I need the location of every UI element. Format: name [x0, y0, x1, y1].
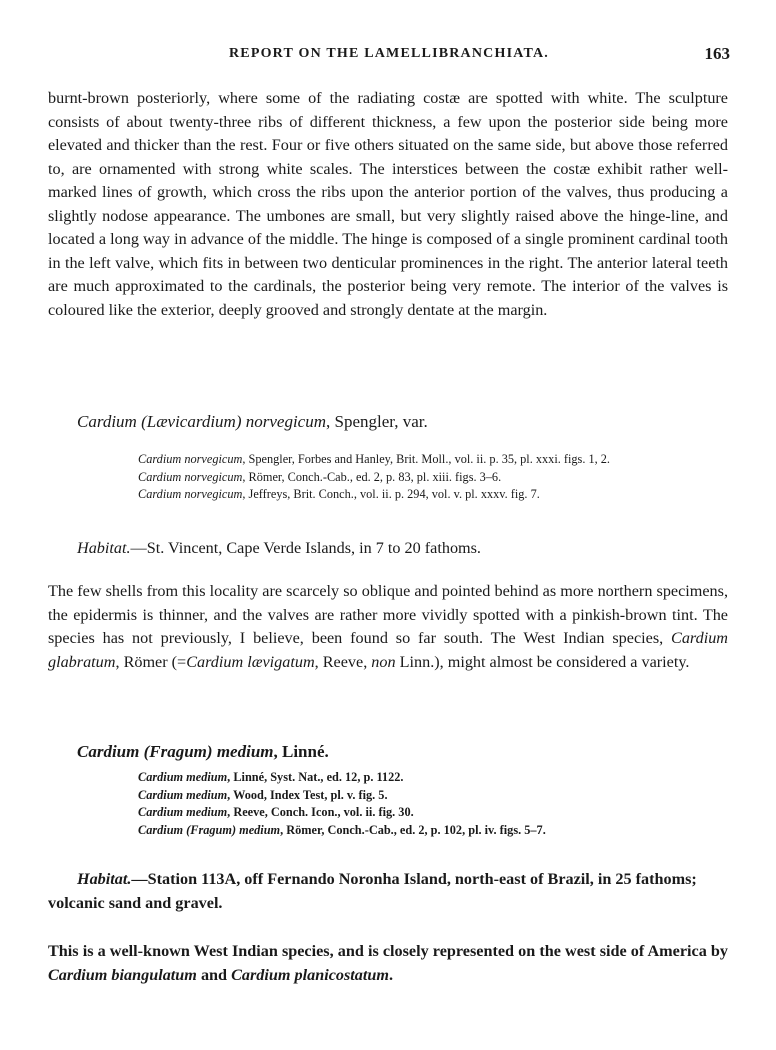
species-author: , Linné.	[273, 742, 329, 761]
paragraph-description: burnt-brown posteriorly, where some of the radiating costæ are spotted with white. The sculpture consists of about twenty-three ribs of different thickness, a few upon the posterior side being more elevated and thicker than the rest. Four or five others situated on the same side, but above those referred to, are ornamented with strong white scales. The interstices between the costæ exhibit rather well-marked lines of growth, which cross the ribs upon the anterior portion of the valves, thus producing a slightly nodose appearance. The umbones are small, but very slightly raised above the hinge-line, and located a long way in advance of the middle. The hinge is composed of a single prominent cardinal tooth in the left valve, which fits in between two denticular prominences in the right. The anterior lateral teeth are much approximated to the cardinals, the posterior being very remote. The interior of the valves is coloured like the exterior, deeply grooved and strongly dentate at the margin.	[48, 89, 728, 319]
species-heading-norvegicum	[77, 412, 428, 432]
habitat-label: Habitat.	[77, 539, 131, 557]
synonymy-list-norvegicum	[138, 451, 730, 504]
paragraph-remarks-norvegicum: The few shells from this locality are scarcely so oblique and pointed behind as more northern specimens, the epidermis is thinner, and the valves are rather more vividly spotted with a pinkish-brown tint. The species has not previously, I believe, been found so far south. The West Indian species, Cardium glabratum, Römer (=Cardium lævigatum, Reeve, non Linn.), might almost be considered a variety.	[48, 582, 728, 671]
synonymy-ref: Cardium norvegicum, Jeffreys, Brit. Conch., vol. ii. p. 294, vol. v. pl. xxxv. fig. 7.	[138, 487, 540, 501]
habitat-medium	[48, 868, 730, 915]
habitat-text: —St. Vincent, Cape Verde Islands, in 7 to 20 fathoms.	[130, 539, 481, 557]
synonymy-list-medium	[138, 769, 730, 839]
running-title: REPORT ON THE LAMELLIBRANCHIATA.	[228, 46, 550, 61]
habitat-label: Habitat.	[77, 870, 132, 888]
species-name: norvegicum	[245, 412, 327, 431]
species-author: , Spengler, var.	[326, 412, 428, 431]
genus: Cardium	[77, 742, 140, 761]
habitat-norvegicum	[77, 537, 729, 561]
synonymy-ref: Cardium medium, Wood, Index Test, pl. v. fig. 5.	[138, 787, 388, 802]
synonymy-ref: Cardium medium, Linné, Syst. Nat., ed. 12, p. 1122.	[138, 770, 404, 784]
subgenus: (Lævicardium)	[141, 412, 242, 431]
subgenus: (Fragum)	[143, 742, 213, 761]
species-name: medium	[216, 742, 274, 761]
genus: Cardium	[77, 412, 137, 431]
page-number: 163	[704, 44, 730, 63]
synonymy-ref: Cardium norvegicum, Spengler, Forbes and Hanley, Brit. Moll., vol. ii. p. 35, pl. xxxi. figs. 1, 2.	[138, 452, 610, 466]
habitat-text: —Station 113A, off Fernando Noronha Island, north-east of Brazil, in 25 fathoms; volcanic sand and gravel.	[48, 870, 697, 912]
synonymy-ref: Cardium medium, Reeve, Conch. Icon., vol. ii. fig. 30.	[138, 805, 414, 819]
synonymy-ref: Cardium (Fragum) medium, Römer, Conch.-Cab., ed. 2, p. 102, pl. iv. figs. 5–7.	[138, 822, 546, 837]
paragraph-remarks-medium: This is a well-known West Indian species, and is closely represented on the west side of America by Cardium biangulatum and Cardium planicostatum.	[48, 942, 728, 984]
species-heading-medium	[77, 742, 329, 762]
running-head	[48, 44, 730, 66]
synonymy-ref: Cardium norvegicum, Römer, Conch.-Cab., ed. 2, p. 83, pl. xiii. figs. 3–6.	[138, 469, 502, 484]
